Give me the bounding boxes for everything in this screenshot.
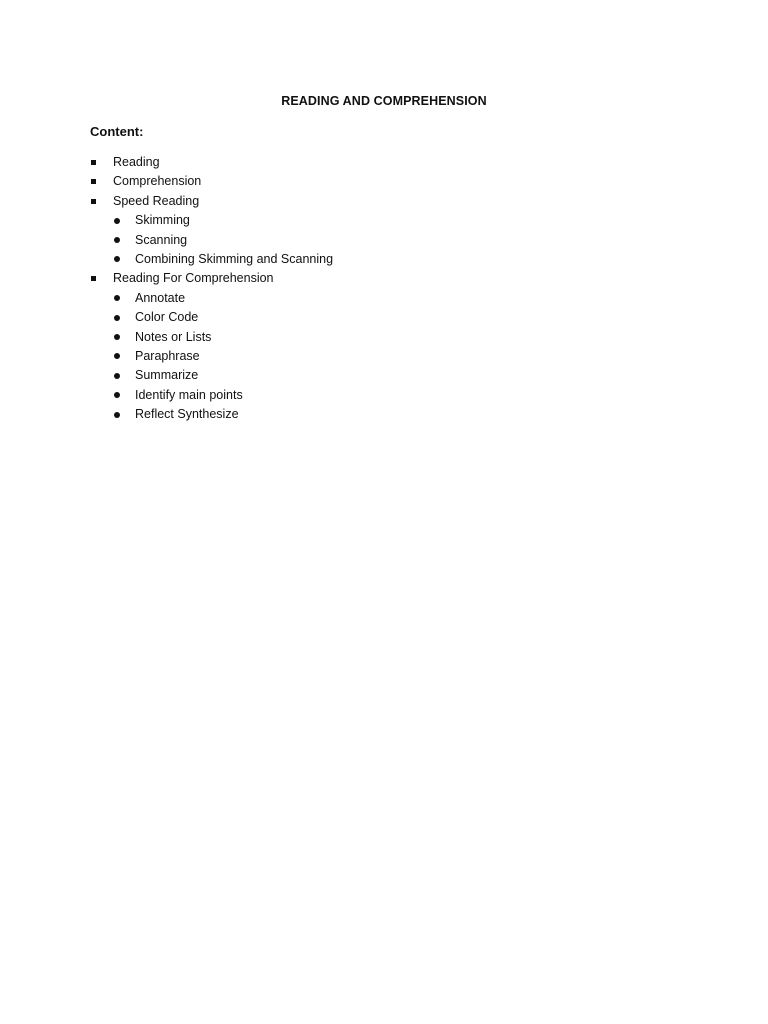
- outline-item: [90, 172, 333, 191]
- sub-list-item: [90, 328, 333, 347]
- outline-item: [90, 269, 333, 424]
- round-bullet-icon: [114, 295, 120, 301]
- outline-item: [90, 153, 333, 172]
- round-bullet-icon: [114, 237, 120, 243]
- sub-list: [90, 211, 333, 269]
- outline-item-label: Reading For Comprehension: [113, 271, 274, 286]
- sub-list-item: [90, 347, 333, 366]
- sub-list-item-label: Annotate: [135, 290, 186, 305]
- sub-list-item: [90, 308, 333, 327]
- sub-list-item: [90, 289, 333, 308]
- square-bullet-icon: [91, 179, 96, 184]
- sub-list-item: [90, 405, 333, 424]
- round-bullet-icon: [114, 218, 120, 224]
- sub-list-item: [90, 366, 333, 385]
- round-bullet-icon: [114, 373, 120, 379]
- outline-item: [90, 192, 333, 270]
- content-outline: [90, 153, 333, 424]
- sub-list-item-label: Identify main points: [135, 387, 243, 402]
- sub-list-item-label: Paraphrase: [135, 348, 200, 363]
- sub-list-item: [90, 211, 333, 230]
- sub-list-item-label: Combining Skimming and Scanning: [135, 251, 334, 266]
- round-bullet-icon: [114, 353, 120, 359]
- outline-item-label: Speed Reading: [113, 193, 200, 208]
- sub-list-item: [90, 231, 333, 250]
- content-heading: Content:: [90, 124, 144, 139]
- document-title: READING AND COMPREHENSION: [281, 94, 487, 108]
- sub-list-item: [90, 386, 333, 405]
- sub-list-item-label: Skimming: [135, 213, 190, 228]
- round-bullet-icon: [114, 315, 120, 321]
- round-bullet-icon: [114, 334, 120, 340]
- sub-list-item-label: Color Code: [135, 310, 199, 325]
- square-bullet-icon: [91, 160, 96, 165]
- square-bullet-icon: [91, 276, 96, 281]
- sub-list-item: [90, 250, 333, 269]
- sub-list-item-label: Notes or Lists: [135, 329, 212, 344]
- round-bullet-icon: [114, 256, 120, 262]
- sub-list: [90, 289, 333, 425]
- sub-list-item-label: Reflect Synthesize: [135, 407, 239, 422]
- sub-list-item-label: Summarize: [135, 368, 199, 383]
- outline-item-label: Comprehension: [113, 174, 202, 189]
- round-bullet-icon: [114, 412, 120, 418]
- round-bullet-icon: [114, 392, 120, 398]
- sub-list-item-label: Scanning: [135, 232, 188, 247]
- square-bullet-icon: [91, 199, 96, 204]
- outline-item-label: Reading: [113, 155, 160, 169]
